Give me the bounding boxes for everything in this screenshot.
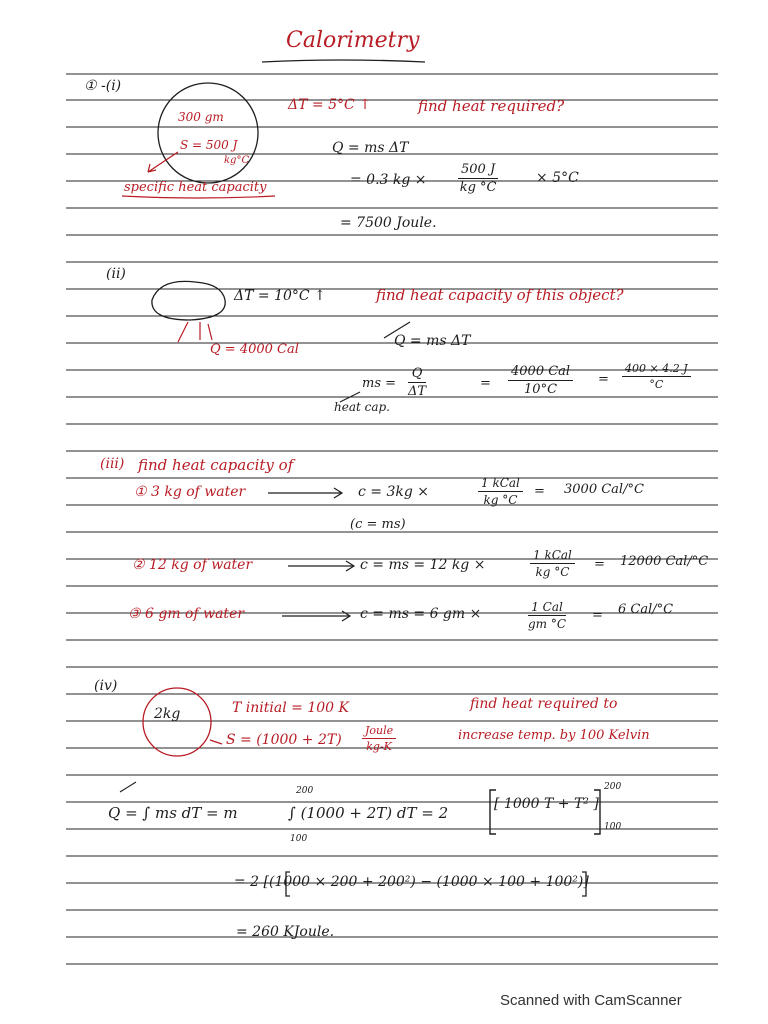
q3-item1-label: ① 3 kg of water: [134, 484, 246, 500]
q3-item3-label: ③ 6 gm of water: [128, 606, 245, 622]
q3-item1-equation: c = 3kg ×: [358, 484, 430, 500]
q3-item2-equals: =: [594, 557, 605, 572]
q3-item3-fraction: [528, 600, 566, 631]
q3-heading: find heat capacity of: [138, 456, 294, 474]
q1-fraction-denominator: kg °C: [459, 180, 497, 195]
q2-equals-2: =: [598, 372, 609, 387]
q3-item2-equation: c = ms = 12 kg ×: [360, 557, 486, 573]
q2-task: find heat capacity of this object?: [376, 286, 624, 304]
q1-step-a: = 0.3 kg ×: [350, 172, 427, 188]
q1-specific-heat-label: specific heat capacity: [124, 180, 267, 195]
q3-number: (iii): [100, 456, 125, 472]
q2-fraction-1-numerator: Q: [408, 366, 426, 383]
q3-item1-fraction: [478, 476, 523, 507]
q2-fraction-1-denominator: ΔT: [408, 384, 427, 399]
q4-evaluation: = 2 [(1000 × 200 + 200²) − (1000 × 100 + 100²)]: [234, 874, 589, 890]
page-title: Calorimetry: [286, 28, 420, 53]
q2-delta-t: ΔT = 10°C ↑: [234, 288, 326, 304]
q2-fraction-3-denominator: °C: [649, 378, 664, 391]
q3-item1-fraction-denominator: kg °C: [483, 493, 518, 507]
q4-unit-fraction: [362, 724, 396, 753]
q2-heat-input: Q = 4000 Cal: [210, 342, 299, 357]
q4-unit-denominator: kg-K: [366, 740, 392, 753]
q2-ms-label: ms =: [362, 376, 397, 391]
q4-bracket-upper-limit: 200: [604, 782, 622, 792]
q3-item2-fraction-denominator: kg °C: [535, 565, 570, 579]
q2-fraction-3-numerator: 400 × 4.2 J: [622, 362, 691, 377]
q3-item1-fraction-numerator: 1 kCal: [478, 476, 523, 492]
q1-task: find heat required?: [418, 97, 565, 115]
q1-formula: Q = ms ΔT: [332, 140, 409, 156]
q4-number: (iv): [94, 678, 118, 694]
q2-fraction-2-denominator: 10°C: [524, 382, 558, 397]
q1-delta-t: ΔT = 5°C ↑: [288, 97, 371, 113]
q3-item3-equation: c = ms = 6 gm ×: [360, 606, 482, 622]
q3-item2-fraction-numerator: 1 kCal: [530, 548, 575, 564]
q2-fraction-2-numerator: 4000 Cal: [508, 364, 573, 381]
q4-initial-temp: T initial = 100 K: [232, 700, 349, 716]
q2-fraction-3: [622, 362, 691, 391]
q2-fraction-2: [508, 364, 573, 397]
q4-unit-numerator: Joule: [362, 724, 396, 739]
q3-item1-note: (c = ms): [350, 517, 406, 532]
q3-item2-result: 12000 Cal/°C: [620, 554, 709, 569]
q1-answer: = 7500 Joule.: [340, 215, 437, 231]
q3-item3-equals: =: [592, 608, 603, 623]
q1-specific-heat: S = 500 J: [180, 138, 238, 152]
q2-equals-1: =: [480, 376, 491, 391]
q4-bracket-lower-limit: 100: [604, 822, 622, 832]
q3-item2-label: ② 12 kg of water: [132, 557, 253, 573]
q4-mass: 2kg: [154, 706, 181, 722]
q4-integral-lower-limit: 100: [290, 834, 308, 844]
q2-heat-capacity-note: heat cap.: [334, 400, 390, 414]
q4-task-line2: increase temp. by 100 Kelvin: [458, 728, 650, 743]
q1-specific-heat-unit: kg°C: [224, 155, 250, 166]
q1-mass: 300 gm: [178, 110, 224, 124]
q2-fraction-1: [408, 366, 426, 399]
scanner-watermark: Scanned with CamScanner: [500, 992, 682, 1009]
q2-number: (ii): [106, 266, 126, 282]
q3-item3-result: 6 Cal/°C: [618, 602, 674, 617]
q1-step-b: × 5°C: [536, 170, 579, 186]
q3-item1-result: 3000 Cal/°C: [564, 482, 644, 497]
q3-item3-fraction-denominator: gm °C: [528, 617, 567, 631]
q3-item1-equals: =: [534, 484, 545, 499]
q1-fraction: [458, 162, 498, 195]
q4-integral-upper-limit: 200: [296, 786, 314, 796]
q1-number: ① -(i): [84, 78, 122, 94]
q4-antiderivative: [ 1000 T + T² ]: [494, 796, 599, 812]
q4-heat-integral: Q = ∫ ms dT = m: [108, 804, 238, 822]
q1-fraction-numerator: 500 J: [458, 162, 498, 179]
q4-task-line1: find heat required to: [470, 696, 618, 712]
q4-specific-heat: S = (1000 + 2T): [226, 732, 342, 748]
q2-formula: Q = ms ΔT: [394, 333, 471, 349]
q4-answer: = 260 KJoule.: [236, 924, 335, 940]
q3-item3-fraction-numerator: 1 Cal: [528, 600, 566, 616]
q3-item2-fraction: [530, 548, 575, 579]
q4-integral-body: ∫ (1000 + 2T) dT = 2: [288, 804, 449, 822]
